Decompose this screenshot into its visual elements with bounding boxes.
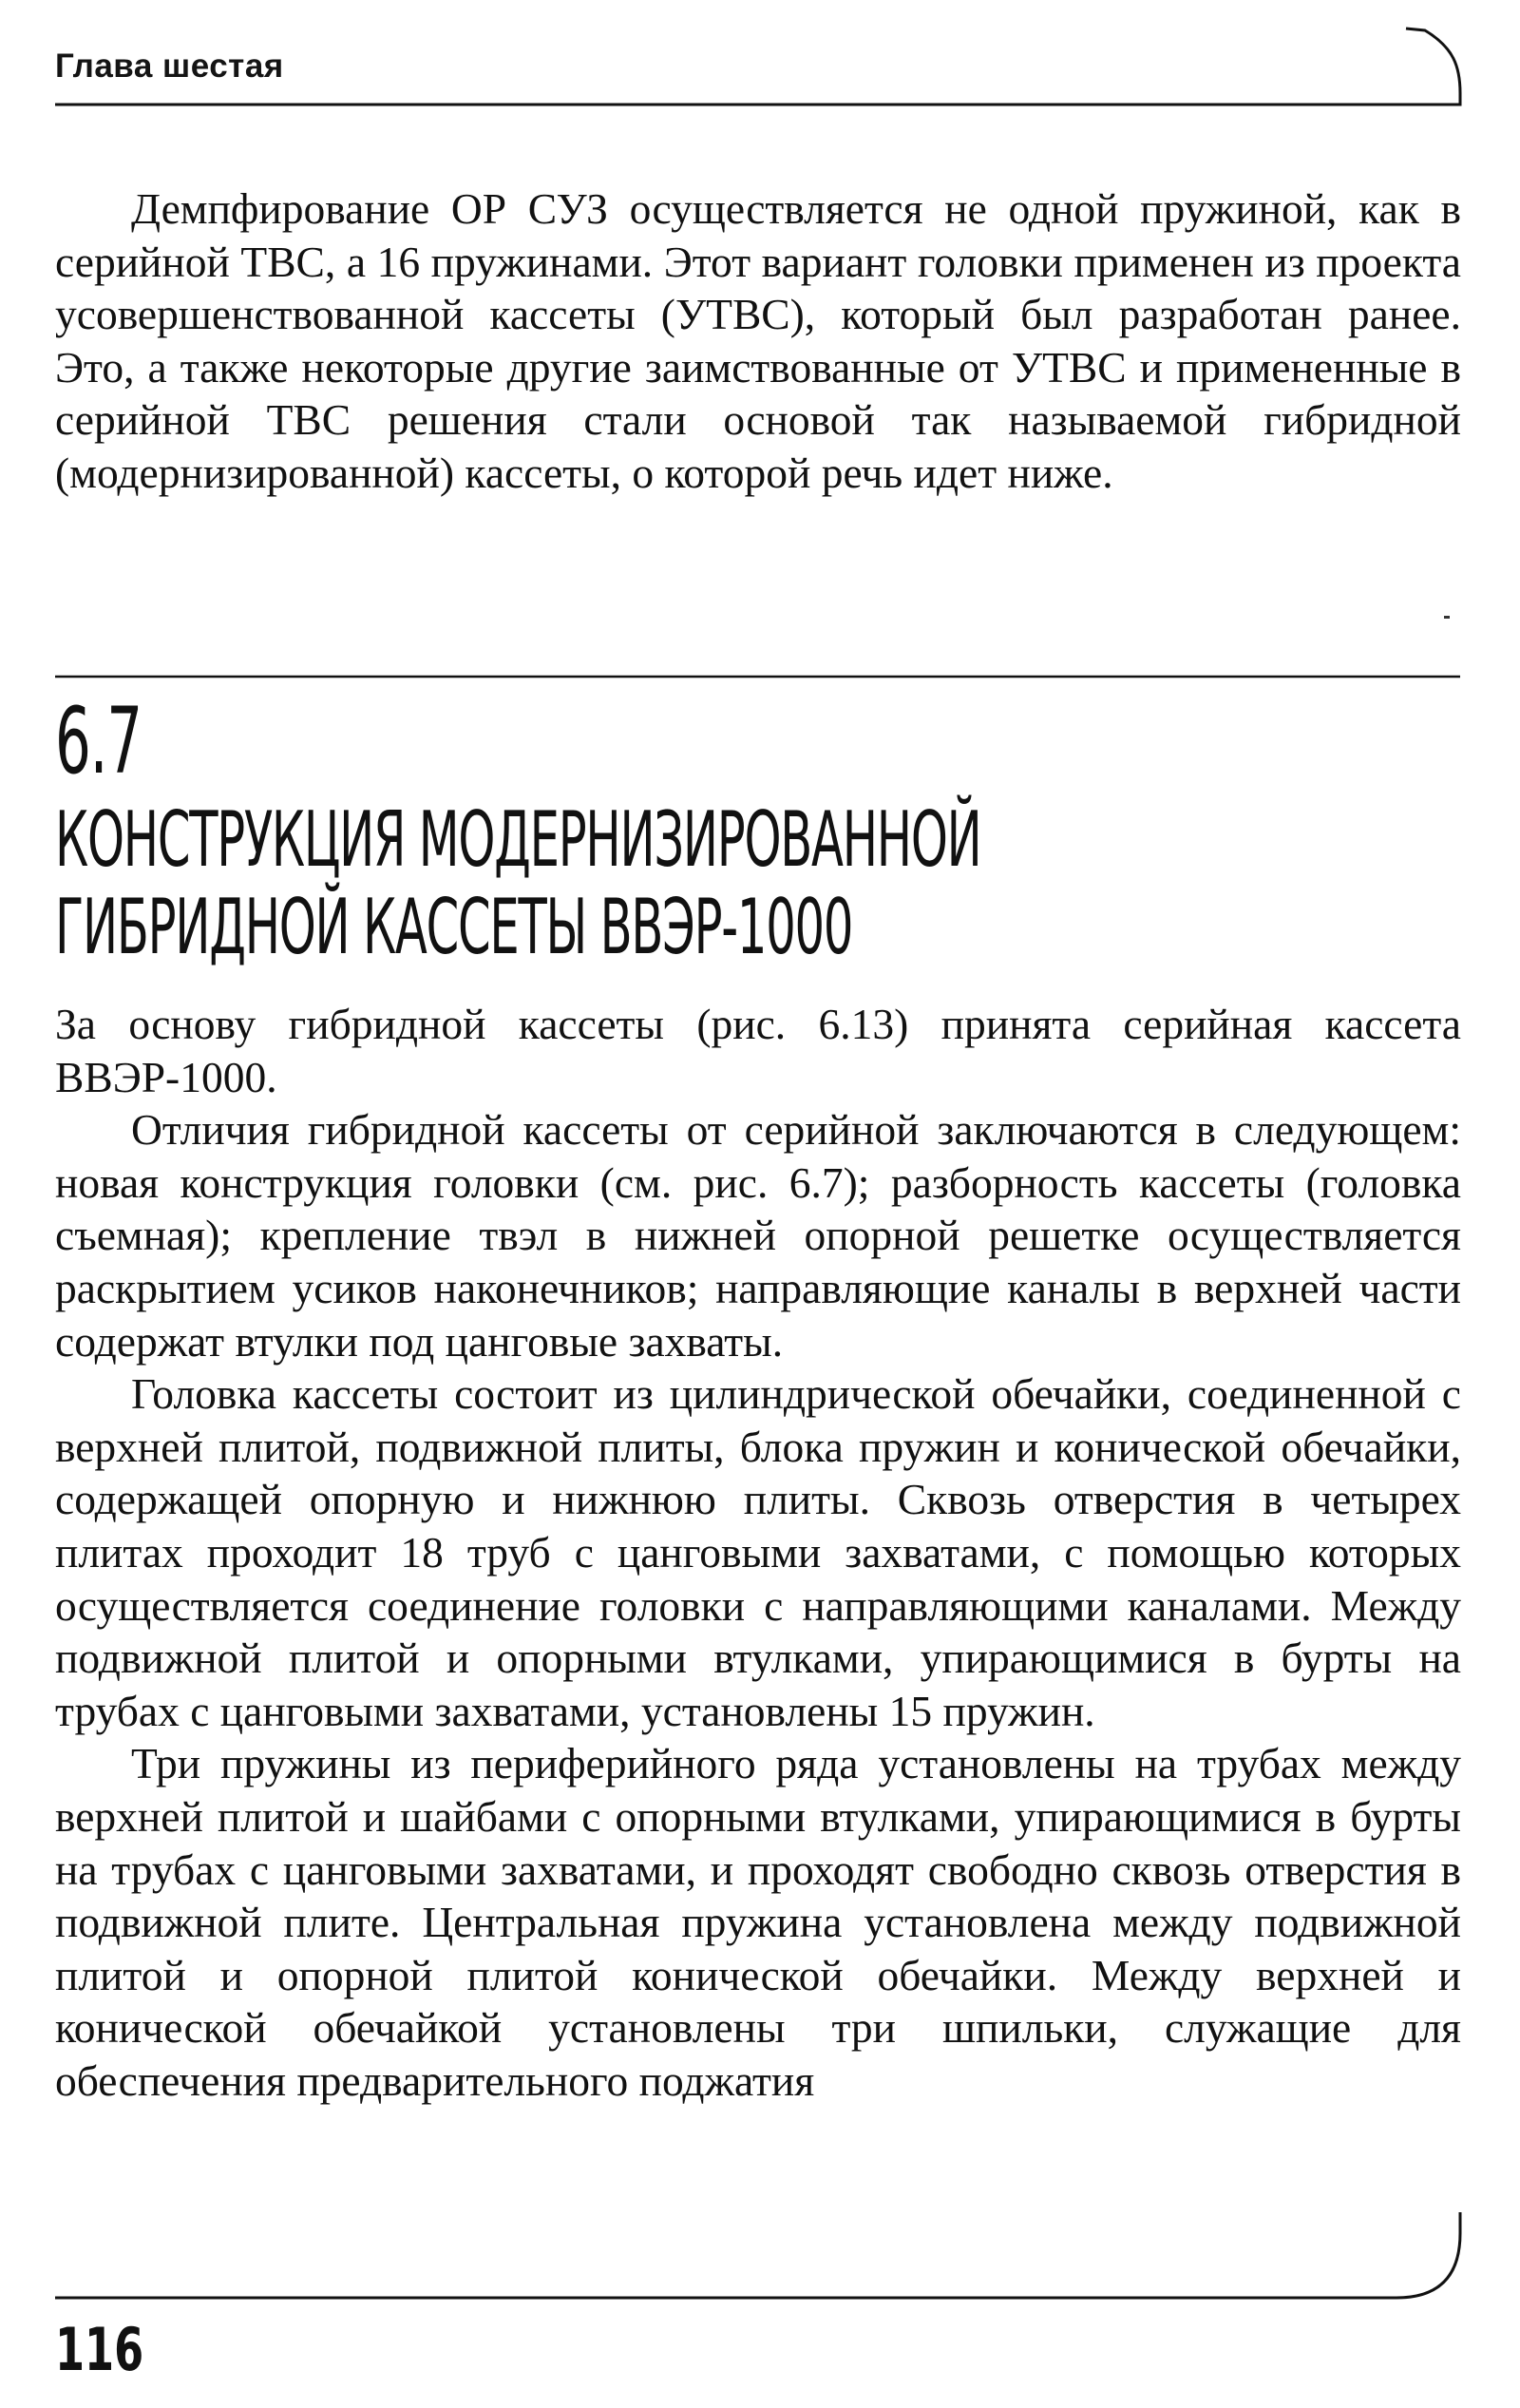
section-body-text (55, 998, 1461, 2107)
paragraph-1: За основу гибридной кассеты (рис. 6.13) принята серийная кассета ВВЭР-1000. (55, 1000, 1461, 1101)
page-number: 116 (55, 2315, 144, 2384)
section-title (55, 796, 1056, 971)
paragraph-2: Отличия гибридной кассеты от серийной заключаются в следующем: новая конструкция головки (см. рис. 6.7); разборность кассеты (головка съемная); крепление твэл в нижней опорной решетке осуществляется раскрытием усиков наконечников; направляющие каналы в верхней части содержат втулки под цанговые захваты. (55, 1105, 1461, 1366)
section-title-line-1: КОНСТРУКЦИЯ МОДЕРНИЗИРОВАННОЙ (55, 795, 981, 884)
paragraph-4: Три пружины из периферийного ряда установлены на трубах между верхней плитой и шайбами с опорными втулками, упирающимися в бурты на трубах с цанговыми захватами, и проходят свободно сквозь отверстия в подвижной плите. Центральная пружина установлена между подвижной плитой и опорной плитой конической обечайки. Между верхней и конической обечайкой установлены три шпильки, служащие для обеспечения предварительного поджатия (55, 1739, 1461, 2105)
section-title-line-2: ГИБРИДНОЙ КАССЕТЫ ВВЭР-1000 (55, 883, 853, 971)
intro-text-block (55, 182, 1461, 500)
scan-speck (1444, 616, 1450, 619)
paragraph-3: Головка кассеты состоит из цилиндрической обечайки, соединенной с верхней плитой, подвижной плиты, блока пружин и конической обечайки, содержащей опорную и нижнюю плиты. Сквозь отверстия в четырех плитах проходит 18 труб с цанговыми захватами, с помощью которых осуществляется соединение головки с направляющими каналами. Между подвижной плитой и опорными втулками, упирающимися в бурты на трубах с цанговыми захватами, установлены 15 пружин. (55, 1369, 1461, 1735)
running-head: Глава шестая (55, 48, 284, 85)
section-number: 6.7 (55, 688, 142, 794)
footer-rule (55, 2212, 1460, 2298)
intro-paragraph: Демпфирование ОР СУЗ осуществляется не одной пружиной, как в серийной ТВС, а 16 пружинами. Этот вариант головки применен из проекта усовершенствованной кассеты (УТВС), который был разработан ранее. Это, а также некоторые другие заимствованные от УТВС и примененные в серийной ТВС решения стали основой так называемой гибридной (модернизированной) кассеты, о которой речь идет ниже. (55, 184, 1461, 497)
